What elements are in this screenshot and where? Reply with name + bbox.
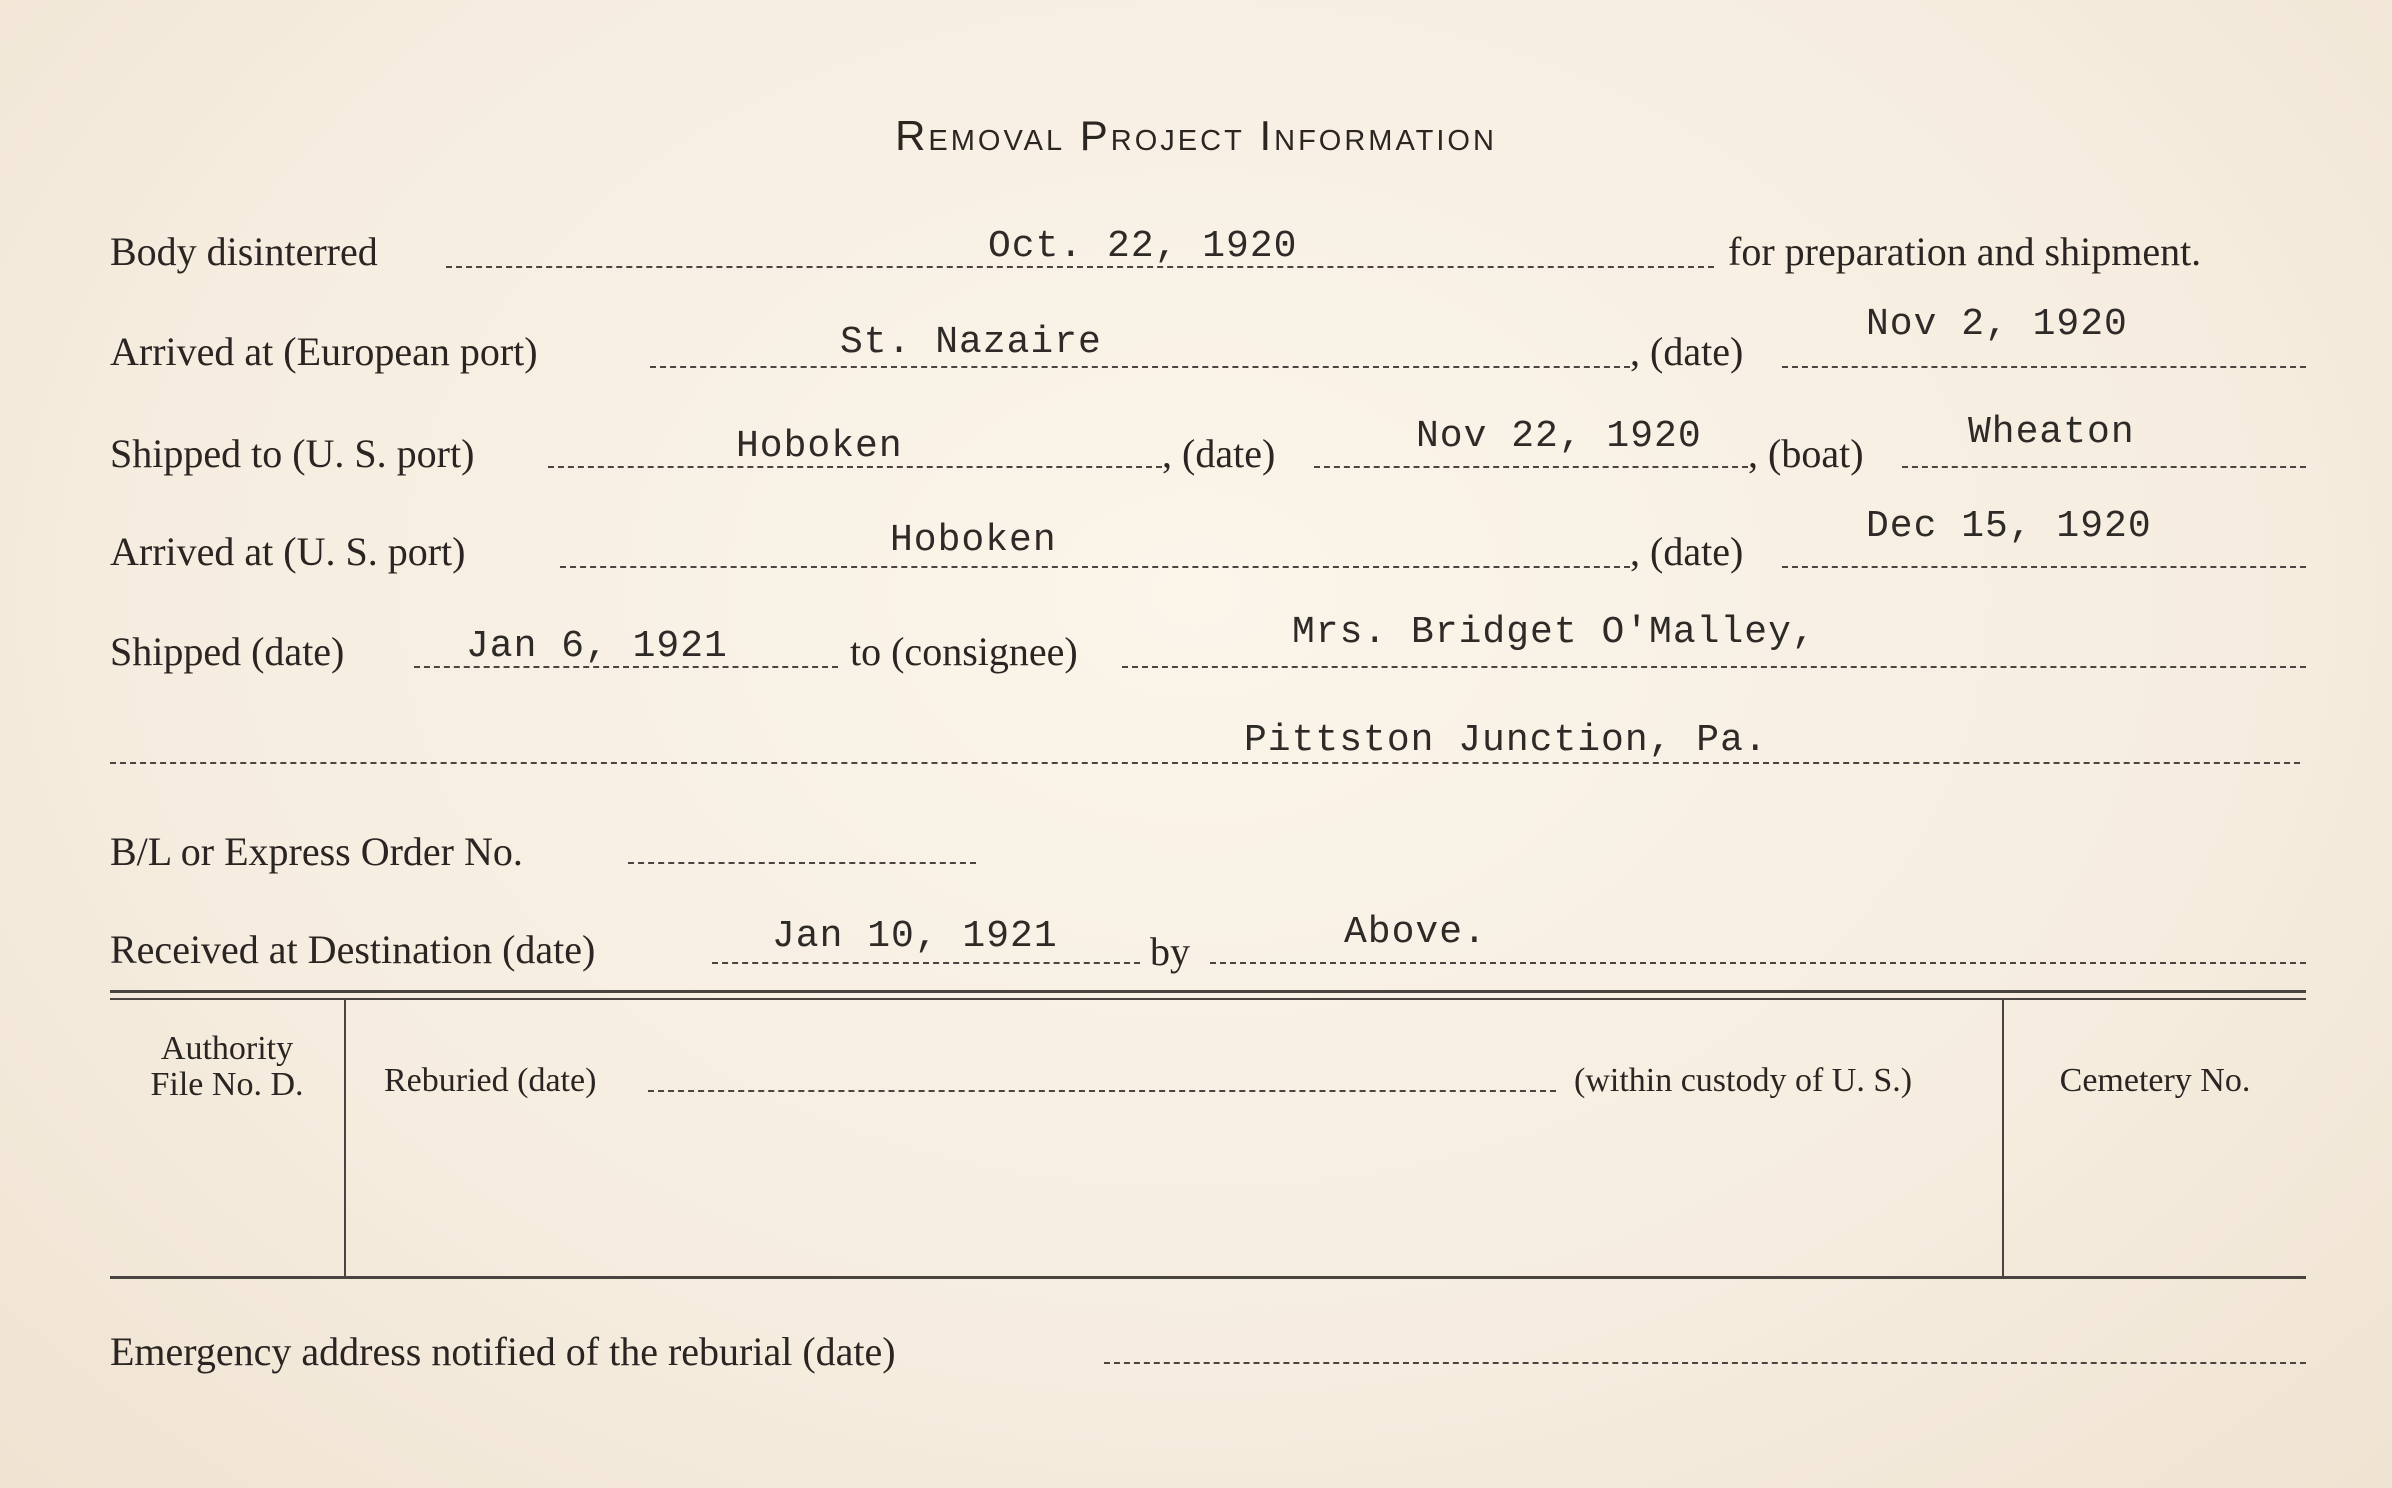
received-by-line bbox=[1210, 962, 2306, 964]
euro-date: Nov 2, 1920 bbox=[1866, 303, 2128, 346]
reburied-label: Reburied (date) bbox=[384, 1062, 597, 1099]
euro-port-line bbox=[650, 366, 1630, 368]
authority-label-line2: File No. D. bbox=[150, 1066, 304, 1103]
shipped-us-date-label: , (date) bbox=[1162, 431, 1276, 476]
euro-date-line bbox=[1782, 366, 2306, 368]
consignee-name: Mrs. Bridget O'Malley, bbox=[1292, 611, 1816, 654]
us-arrival-port-line bbox=[560, 566, 1630, 568]
lower-bottom-rule bbox=[110, 1276, 2306, 1279]
shipped-us-date-line bbox=[1314, 466, 1748, 468]
shipped-us-boat-line bbox=[1902, 466, 2306, 468]
double-rule-bottom bbox=[110, 998, 2306, 1000]
received-label: Received at Destination (date) bbox=[110, 927, 596, 972]
emergency-label: Emergency address notified of the reburial (date) bbox=[110, 1329, 896, 1374]
received-date: Jan 10, 1921 bbox=[772, 915, 1058, 958]
us-arrival-date-line bbox=[1782, 566, 2306, 568]
address-line bbox=[110, 762, 2300, 764]
authority-divider bbox=[344, 1000, 346, 1276]
consignee-line bbox=[1122, 666, 2306, 668]
received-by: Above. bbox=[1344, 911, 1487, 954]
emergency-line bbox=[1104, 1362, 2306, 1364]
card-title: Removal Project Information bbox=[895, 112, 1497, 159]
shipped-us-boat: Wheaton bbox=[1968, 411, 2135, 454]
euro-arrival-label: Arrived at (European port) bbox=[110, 329, 538, 374]
us-arrival-date-label: , (date) bbox=[1630, 529, 1744, 574]
disinterred-date: Oct. 22, 1920 bbox=[988, 225, 1298, 268]
shipped-us-label: Shipped to (U. S. port) bbox=[110, 431, 475, 476]
euro-port: St. Nazaire bbox=[840, 321, 1102, 364]
cemetery-label: Cemetery No. bbox=[2059, 1062, 2251, 1099]
double-rule-top bbox=[110, 990, 2306, 993]
consignee-address: Pittston Junction, Pa. bbox=[1244, 719, 1768, 762]
disinterred-label: Body disinterred bbox=[110, 229, 378, 274]
cemetery-divider bbox=[2002, 1000, 2004, 1276]
us-arrival-label: Arrived at (U. S. port) bbox=[110, 529, 466, 574]
shipped-us-port: Hoboken bbox=[736, 425, 903, 468]
disinterred-suffix: for preparation and shipment. bbox=[1728, 229, 2202, 274]
euro-date-label: , (date) bbox=[1630, 329, 1744, 374]
custody-label: (within custody of U. S.) bbox=[1574, 1062, 1913, 1099]
reburied-line bbox=[648, 1090, 1556, 1092]
bl-label: B/L or Express Order No. bbox=[110, 829, 523, 874]
bl-line bbox=[628, 862, 976, 864]
shipped-us-date: Nov 22, 1920 bbox=[1416, 415, 1702, 458]
shipped-date: Jan 6, 1921 bbox=[466, 625, 728, 668]
shipped-us-boat-label: , (boat) bbox=[1748, 431, 1864, 476]
received-by-label: by bbox=[1150, 929, 1190, 974]
consignee-label: to (consignee) bbox=[850, 629, 1078, 674]
us-arrival-port: Hoboken bbox=[890, 519, 1057, 562]
shipped-label: Shipped (date) bbox=[110, 629, 345, 674]
authority-label-line1: Authority bbox=[160, 1030, 294, 1067]
received-date-line bbox=[712, 962, 1140, 964]
us-arrival-date: Dec 15, 1920 bbox=[1866, 505, 2152, 548]
